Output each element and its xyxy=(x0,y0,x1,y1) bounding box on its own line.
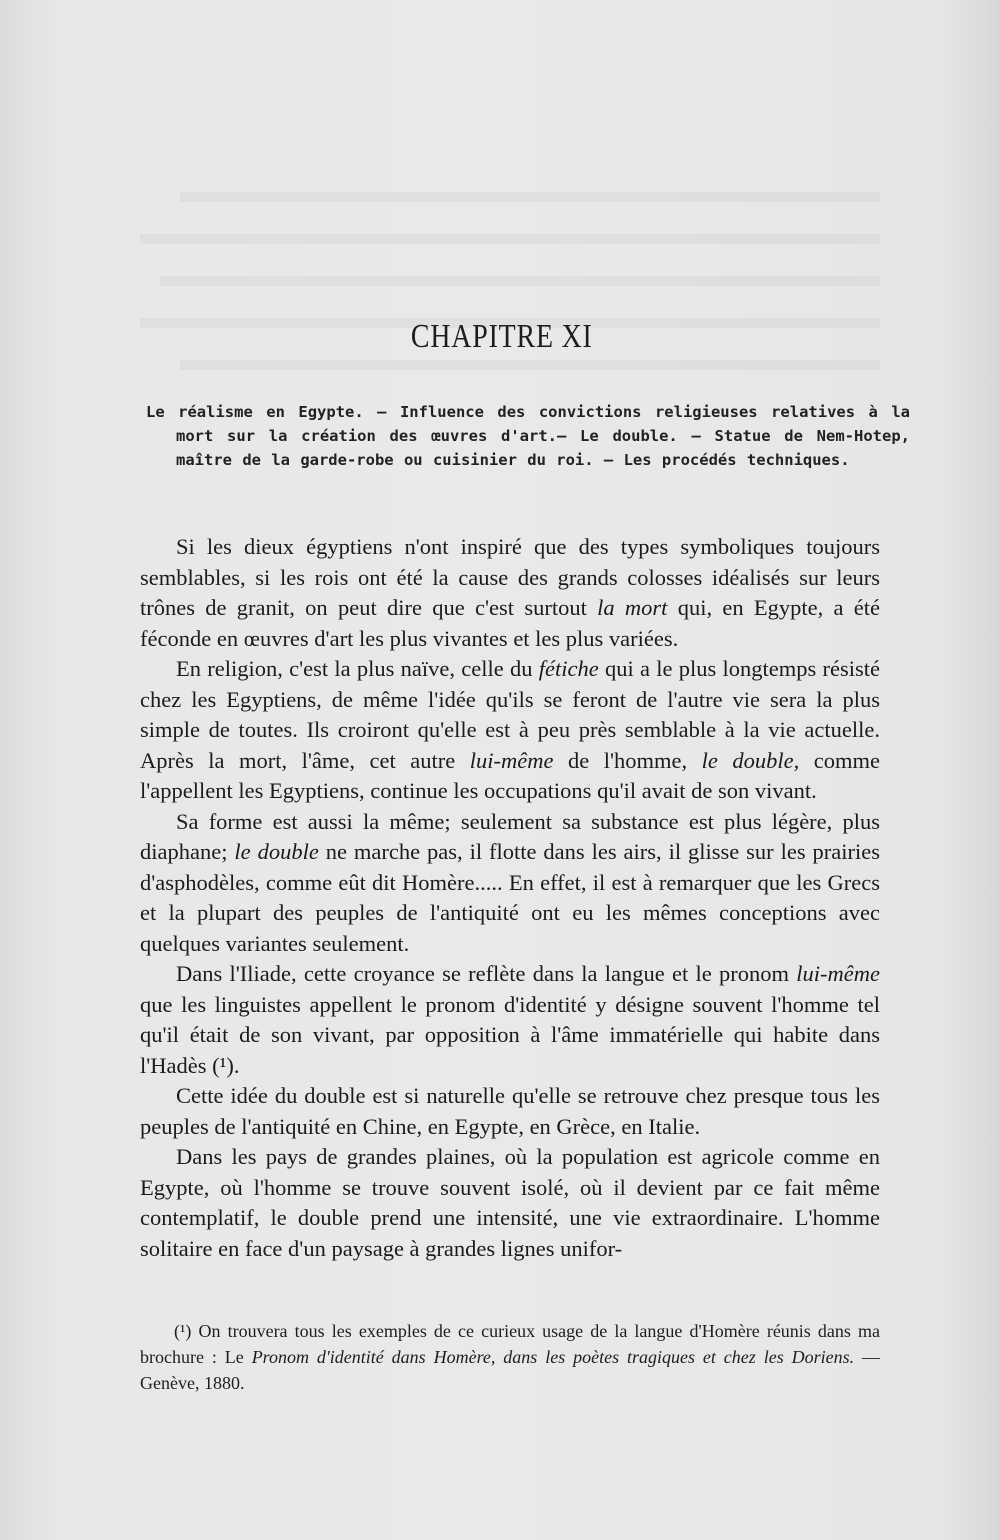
text-run: Sa forme est aussi la même; seulement sa substance est plus légère, plus diaphane; xyxy=(140,808,880,864)
italic-run: le double xyxy=(234,839,319,864)
text-run: qui, en Egypte, a été féconde en œuvres d'art les plus vivantes et les plus variées. xyxy=(140,595,880,651)
text-run: En religion, c'est la plus naïve, celle du xyxy=(176,656,539,681)
paragraph xyxy=(140,532,880,654)
italic-run: la mort xyxy=(597,595,668,620)
paragraph xyxy=(140,807,880,960)
chapter-title: CHAPITRE XI xyxy=(410,318,593,355)
italic-run: fétiche xyxy=(538,656,599,681)
text-run: Si les dieux égyptiens n'ont inspiré que des types symboliques toujours semblables, si les rois ont été la cause des grands colosses idéalisés sur leurs trônes de granit, on peut dire que c'est surtout xyxy=(140,534,880,620)
italic-run: lui-même xyxy=(796,961,880,986)
italic-run: lui-même xyxy=(469,747,554,773)
chapter-summary: Le réalisme en Egypte. — Influence des convictions religieuses relatives à la mort sur la création des œuvres d'art.— Le double. — Statue de Nem-Hotep, maître de la garde-robe ou cuisinier du roi. — Les procédés techniques. xyxy=(146,403,910,469)
text-run: de l'homme, xyxy=(553,747,702,773)
body-text xyxy=(140,532,880,1264)
footnote xyxy=(140,1318,880,1396)
text-run: ne marche pas, il flotte dans les airs, il glisse sur les prairies d'asphodèles, comme eût dit Homère..... En effet, il est à remarquer que les Grecs et la plupart des peuples de l'antiquité ont eu les mêmes conceptions avec quelques variantes seulement. xyxy=(140,839,880,956)
paragraph xyxy=(140,1142,880,1264)
text-run: que les linguistes appellent le pronom d'identité y désigne souvent l'homme tel qu'il était de son vivant, par opposition à l'âme immatérielle qui habite dans l'Hadès (¹). xyxy=(140,991,880,1078)
text-run: Dans l'Iliade, cette croyance se reflète dans la langue et le pronom xyxy=(176,961,797,986)
italic-run: Pronom d'identité dans Homère, dans les poètes tragiques et chez les Doriens. xyxy=(251,1347,855,1367)
text-run: Dans les pays de grandes plaines, où la population est agricole comme en Egypte, où l'homme se trouve souvent isolé, où il devient par ce fait même contemplatif, le double prend une intensité, une vie extraordinaire. L'homme solitaire en face d'un paysage à grandes lignes unifor- xyxy=(140,1144,880,1261)
paragraph xyxy=(140,1081,880,1142)
text-run: qui a le plus longtemps résisté chez les Egyptiens, de même l'idée qu'ils se feront de l'autre vie sera la plus simple de toutes. Ils croiront qu'elle est à peu près semblable à la vie actuelle. Après la mort, l'âme, cet autre xyxy=(140,656,880,773)
paragraph xyxy=(140,654,880,807)
text-run: comme l'appellent les Egyptiens, continue les occupations qu'il avait de son vivant. xyxy=(140,747,880,803)
text-run: Cette idée du double est si naturelle qu'elle se retrouve chez presque tous les peuples de l'antiquité en Chine, en Egypte, en Grèce, en Italie. xyxy=(140,1083,880,1139)
text-run: — Genève, 1880. xyxy=(140,1347,881,1393)
reverse-side-show-through xyxy=(140,168,880,398)
paragraph xyxy=(140,959,880,1081)
italic-run: le double, xyxy=(701,747,800,773)
text-run: (¹) On trouvera tous les exemples de ce curieux usage de la langue d'Homère réunis dans ma brochure : Le xyxy=(140,1321,880,1367)
